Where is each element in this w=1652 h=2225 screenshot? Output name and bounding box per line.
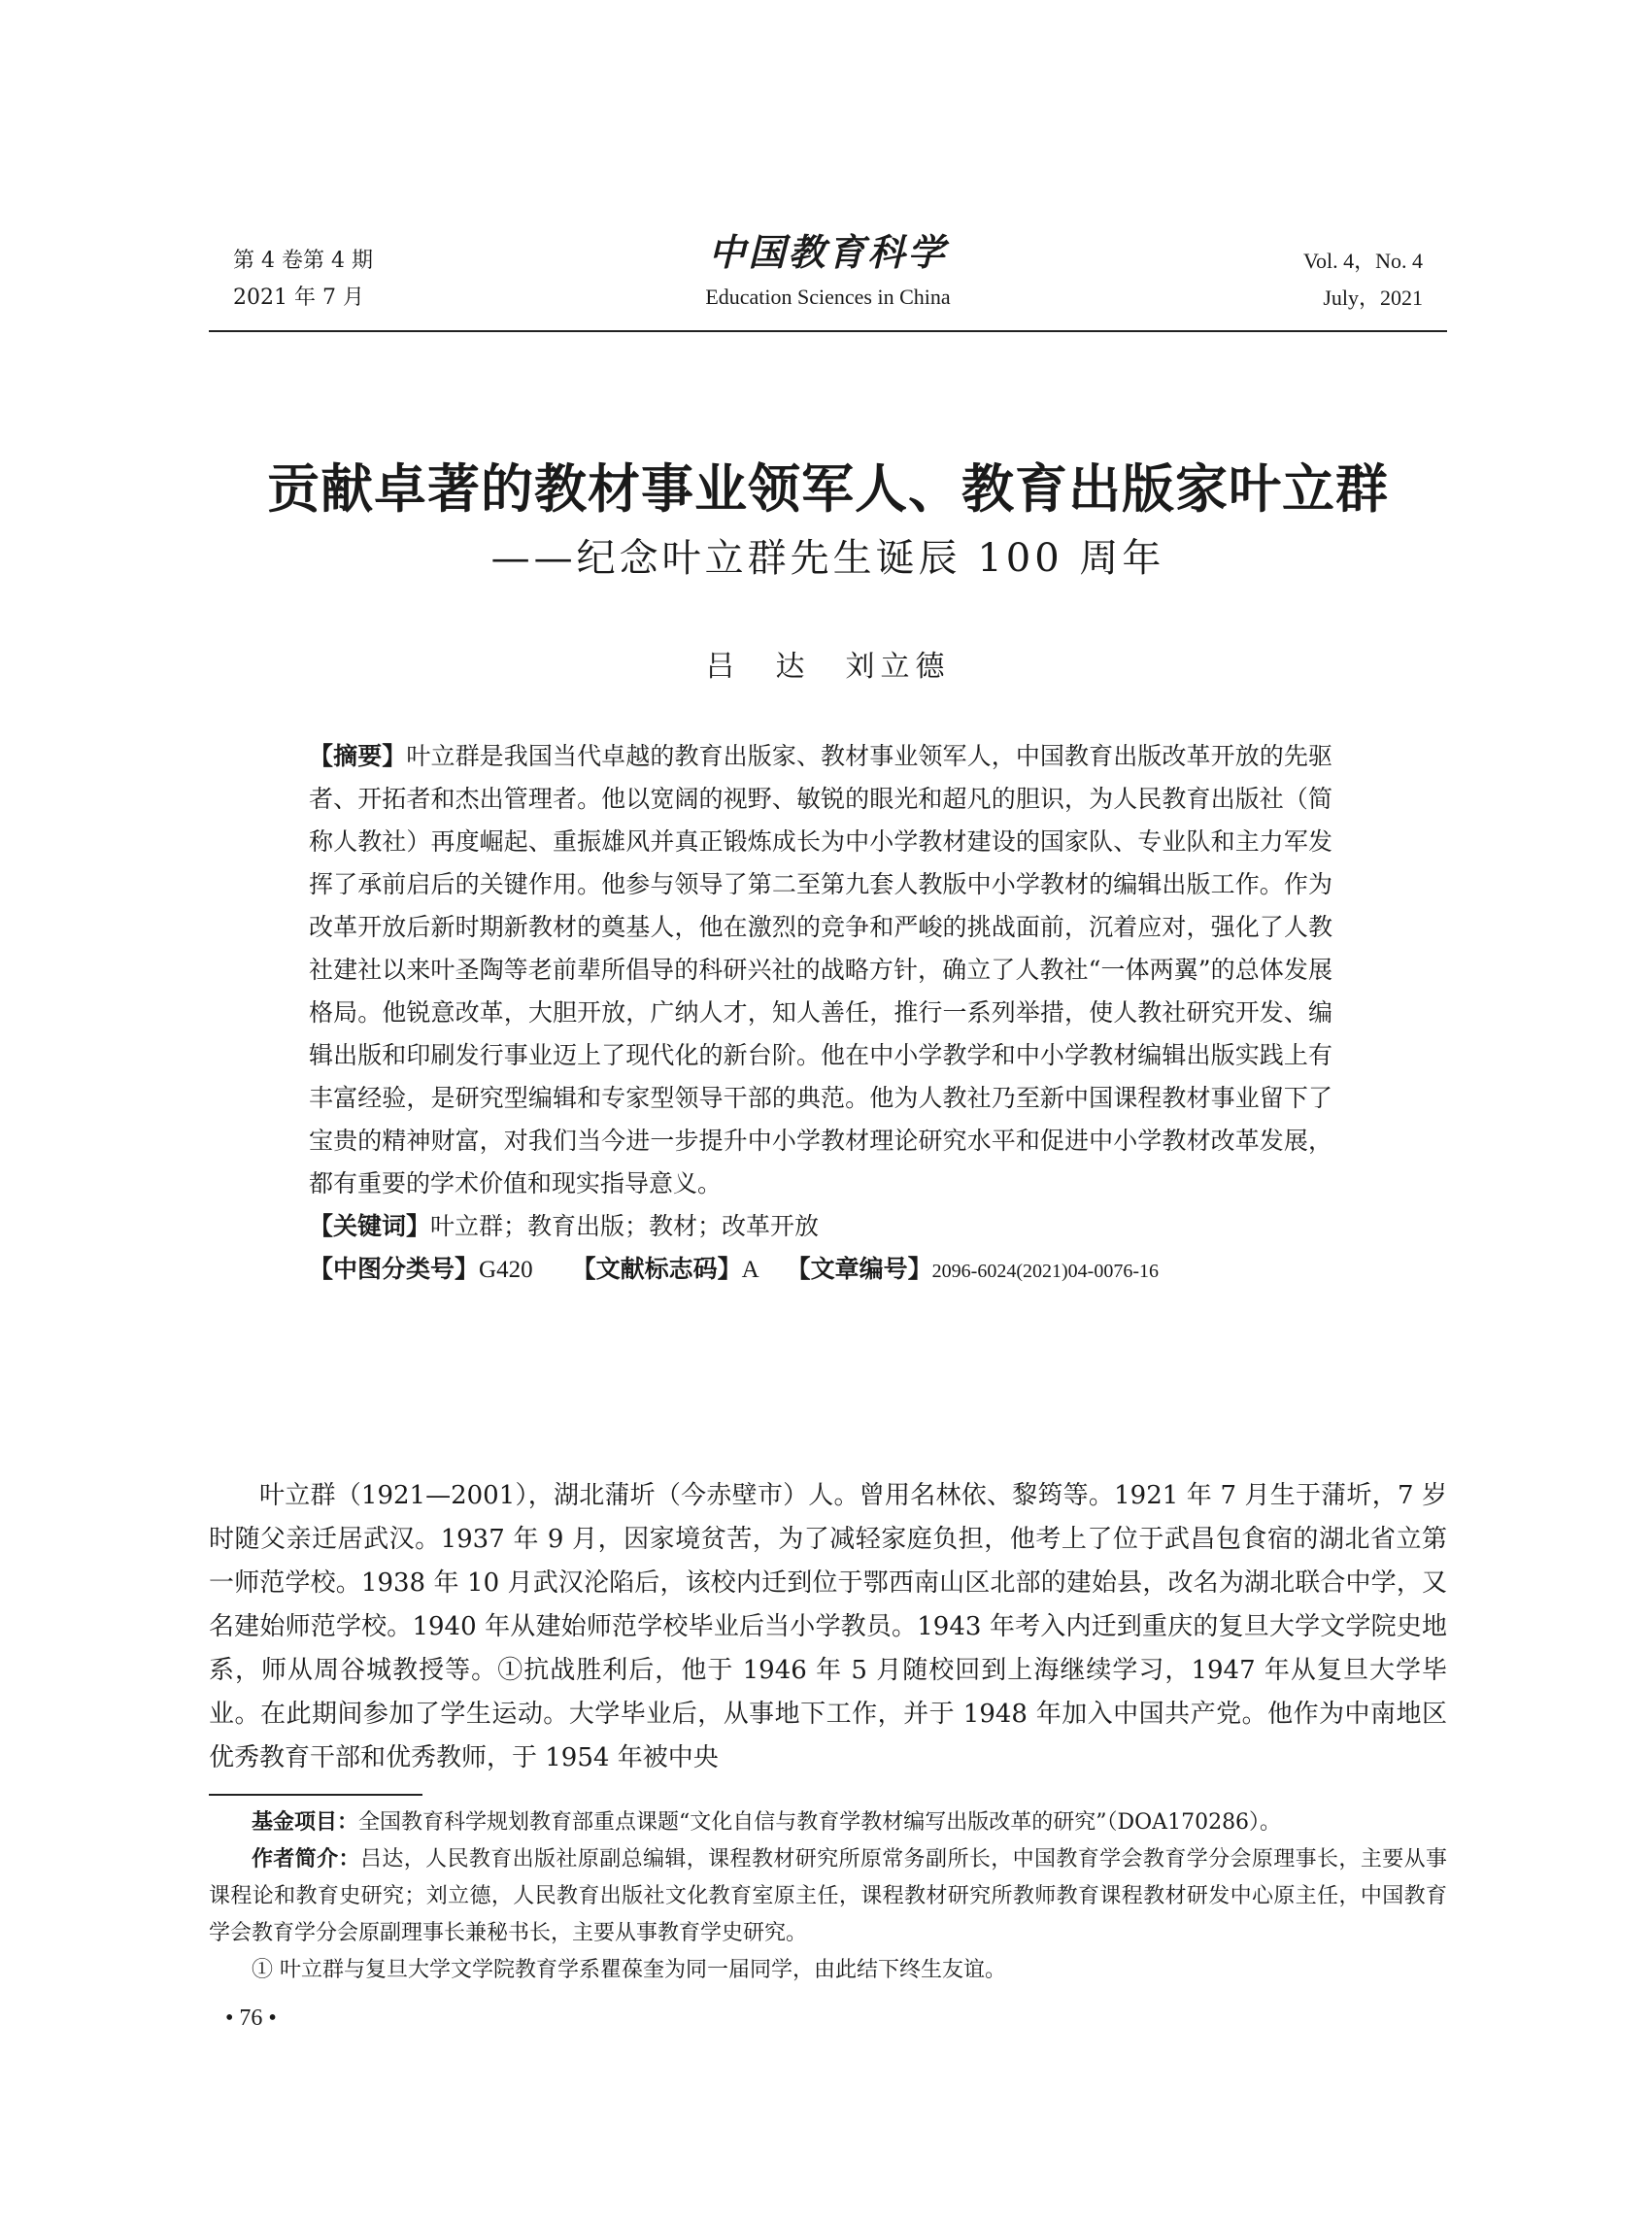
classification-line	[309, 1248, 1332, 1293]
clc-label: 【中图分类号】	[309, 1255, 480, 1283]
journal-title-cn: 中国教育科学	[708, 230, 948, 274]
footnote-1: ① 叶立群与复旦大学文学院教育学系瞿葆奎为同一届同学，由此结下终生友谊。	[252, 1958, 1006, 1982]
doc-code-label: 【文献标志码】	[571, 1255, 742, 1283]
body-paragraph: 叶立群（1921—2001），湖北蒲圻（今赤壁市）人。曾用名林依、黎筠等。1921 年 7 月生于蒲圻，7 岁时随父亲迁居武汉。1937 年 9 月，因家境贫苦，为了减轻家庭负担，他考上了位于武昌包食宿的湖北省立第一师范学校。1938 年 10 月武汉沦陷后，该校内迁到位于鄂西南山区北部的建始县，改名为湖北联合中学，又名建始师范学校。1940 年从建始师范学校毕业后当小学教员。1943 年考入内迁到重庆的复旦大学文学院史地系，师从周谷城教授等。①抗战胜利后，他于 1946 年 5 月随校回到上海继续学习，1947 年从复旦大学毕业。在此期间参加了学生运动。大学毕业后，从事地下工作，并于 1948 年加入中国共产党。他作为中南地区优秀教育干部和优秀教师，于 1954 年被中央	[209, 1481, 1447, 1772]
keywords-label: 【关键词】	[309, 1212, 431, 1240]
keywords-text: 叶立群；教育出版；教材；改革开放	[430, 1212, 820, 1240]
volume-issue-cn: 第 4 卷第 4 期	[233, 249, 373, 273]
article-no-label: 【文章编号】	[786, 1255, 932, 1283]
abstract-paragraph	[309, 735, 1332, 1205]
fund-note	[209, 1804, 1447, 1841]
running-header	[209, 225, 1447, 332]
clc-value: G420	[479, 1257, 533, 1283]
abstract-label: 【摘要】	[309, 742, 407, 770]
abstract-text: 叶立群是我国当代卓越的教育出版家、教材事业领军人，中国教育出版改革开放的先驱者、开拓者和杰出管理者。他以宽阔的视野、敏锐的眼光和超凡的胆识，为人民教育出版社（简称人教社）再度崛起、重振雄风并真正锻炼成长为中小学教材建设的国家队、专业队和主力军发挥了承前启后的关键作用。他参与领导了第二至第九套人教版中小学教材的编辑出版工作。作为改革开放后新时期新教材的奠基人，他在激烈的竞争和严峻的挑战面前，沉着应对，强化了人教社建社以来叶圣陶等老前辈所倡导的科研兴社的战略方针，确立了人教社“一体两翼”的总体发展格局。他锐意改革，大胆开放，广纳人才，知人善任，推行一系列举措，使人教社研究开发、编辑出版和印刷发行事业迈上了现代化的新台阶。他在中小学教学和中小学教材编辑出版实践上有丰富经验，是研究型编辑和专家型领导干部的典范。他为人教社乃至新中国课程教材事业留下了宝贵的精神财富，对我们当今进一步提升中小学教材理论研究水平和促进中小学教材改革发展，都有重要的学术价值和现实指导意义。	[309, 742, 1332, 1197]
article-subtitle: ——纪念叶立群先生诞辰 100 周年	[490, 536, 1165, 581]
footnotes	[209, 1804, 1447, 1989]
doc-code-value: A	[741, 1257, 759, 1283]
date-cn: 2021 年 7 月	[233, 286, 364, 310]
article-no-value: 2096-6024(2021)04-0076-16	[931, 1261, 1159, 1282]
footnote-divider	[209, 1794, 422, 1796]
date-en: July，2021	[1323, 286, 1423, 310]
article-title: 贡献卓著的教材事业领军人、教育出版家叶立群	[267, 458, 1389, 520]
header-divider	[209, 330, 1447, 332]
author-bio-label: 作者简介：	[252, 1847, 360, 1871]
abstract-block	[309, 735, 1332, 1293]
body-text	[209, 1474, 1447, 1780]
author-note	[209, 1841, 1447, 1952]
header-right	[1303, 243, 1423, 317]
fund-text: 全国教育科学规划教育部重点课题“文化自信与教育学教材编写出版改革的研究”（DOA170286）。	[358, 1810, 1282, 1835]
volume-issue-en: Vol. 4，No. 4	[1302, 249, 1423, 273]
journal-title-en: Education Sciences in China	[705, 285, 951, 309]
page-number: • 76 •	[225, 2006, 277, 2031]
article-authors: 吕 达 刘立德	[705, 650, 951, 684]
fund-label: 基金项目：	[252, 1810, 359, 1835]
author-bio-text: 吕达，人民教育出版社原副总编辑，课程教材研究所原常务副所长，中国教育学会教育学分会原理事长，主要从事课程论和教育史研究；刘立德，人民教育出版社文化教育室原主任，课程教材研究所教师教育课程教材研发中心原主任，中国教育学会教育学分会原副理事长兼秘书长，主要从事教育学史研究。	[209, 1847, 1447, 1945]
keywords-line	[309, 1205, 1332, 1248]
header-center	[209, 225, 1447, 313]
